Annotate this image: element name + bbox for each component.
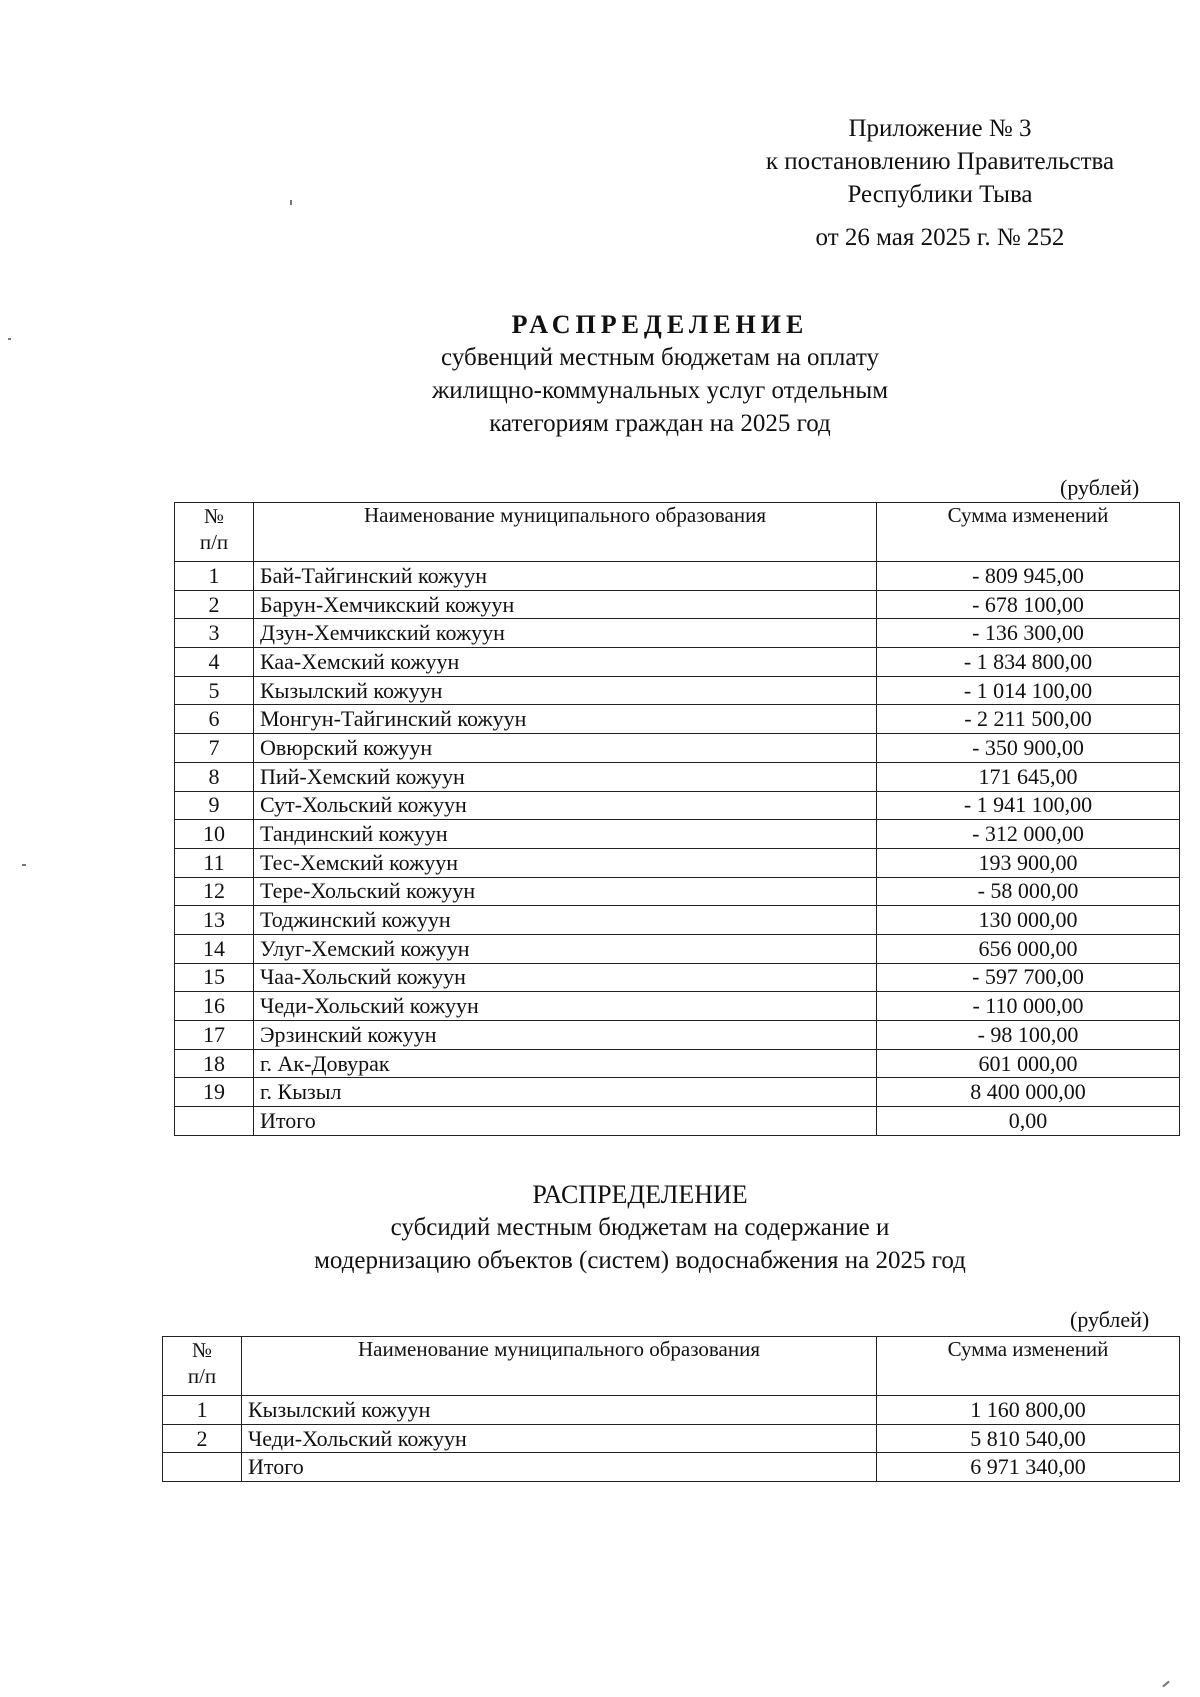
appendix-ref: к постановлению Правительства xyxy=(765,148,1115,175)
scan-speck xyxy=(290,200,292,205)
table-row xyxy=(175,562,1180,591)
row-sum: - 809 945,00 xyxy=(877,562,1180,591)
appendix-republic: Республики Тыва xyxy=(847,181,1033,208)
row-sum: - 678 100,00 xyxy=(877,590,1180,619)
row-name: Каа-Хемский кожуун xyxy=(254,648,877,677)
appendix-number: Приложение № 3 xyxy=(848,115,1032,142)
col-num-label: № xyxy=(191,1338,213,1362)
row-sum: 1 160 800,00 xyxy=(877,1396,1180,1425)
section1-unit: (рублей) xyxy=(1060,475,1140,500)
row-sum: 130 000,00 xyxy=(877,906,1180,935)
table-row xyxy=(175,963,1180,992)
row-num xyxy=(175,1107,254,1136)
section2-subtitle-2: модернизацию объектов (систем) водоснабжения на 2025 год xyxy=(314,1247,966,1274)
row-num: 15 xyxy=(175,963,254,992)
scan-speck xyxy=(8,338,11,340)
row-sum: - 110 000,00 xyxy=(877,992,1180,1021)
row-sum: 5 810 540,00 xyxy=(877,1424,1180,1453)
table-row xyxy=(175,705,1180,734)
section1-table xyxy=(174,502,1180,1136)
table-row xyxy=(175,1049,1180,1078)
row-num: 1 xyxy=(175,562,254,591)
table-row xyxy=(163,1453,1180,1482)
scan-speck xyxy=(22,864,26,866)
section1-subtitle-3: категориям граждан на 2025 год xyxy=(489,410,831,437)
col-sum-header: Сумма изменений xyxy=(877,503,1180,562)
table-row xyxy=(175,734,1180,763)
row-sum: - 350 900,00 xyxy=(877,734,1180,763)
row-sum: 601 000,00 xyxy=(877,1049,1180,1078)
row-name: Итого xyxy=(254,1107,877,1136)
row-name: Монгун-Тайгинский кожуун xyxy=(254,705,877,734)
section2-unit: (рублей) xyxy=(1070,1307,1150,1332)
row-name: Кызылский кожуун xyxy=(242,1396,877,1425)
row-sum: - 597 700,00 xyxy=(877,963,1180,992)
row-num: 5 xyxy=(175,676,254,705)
row-num: 2 xyxy=(175,590,254,619)
row-name: Тес-Хемский кожуун xyxy=(254,848,877,877)
row-num: 19 xyxy=(175,1078,254,1107)
section1-table-body xyxy=(175,562,1180,1136)
table-row xyxy=(175,1107,1180,1136)
row-sum: - 1 014 100,00 xyxy=(877,676,1180,705)
row-num: 7 xyxy=(175,734,254,763)
table-row xyxy=(175,906,1180,935)
row-num: 13 xyxy=(175,906,254,935)
row-sum: - 98 100,00 xyxy=(877,1021,1180,1050)
row-num: 9 xyxy=(175,791,254,820)
col-name-header: Наименование муниципального образования xyxy=(254,503,877,562)
col-num-sublabel: п/п xyxy=(199,530,229,554)
col-name-header: Наименование муниципального образования xyxy=(242,1337,877,1396)
section1-title xyxy=(300,308,1020,440)
row-sum: 6 971 340,00 xyxy=(877,1453,1180,1482)
row-name: г. Ак-Довурак xyxy=(254,1049,877,1078)
row-num: 12 xyxy=(175,877,254,906)
row-name: Тандинский кожуун xyxy=(254,820,877,849)
col-num-label: № xyxy=(203,504,225,528)
row-name: г. Кызыл xyxy=(254,1078,877,1107)
row-sum: - 1 834 800,00 xyxy=(877,648,1180,677)
table-row xyxy=(175,1078,1180,1107)
row-num: 17 xyxy=(175,1021,254,1050)
row-name: Эрзинский кожуун xyxy=(254,1021,877,1050)
row-name: Тоджинский кожуун xyxy=(254,906,877,935)
row-sum: - 58 000,00 xyxy=(877,877,1180,906)
table-row xyxy=(163,1424,1180,1453)
row-name: Кызылский кожуун xyxy=(254,676,877,705)
table-row xyxy=(175,762,1180,791)
row-sum: - 312 000,00 xyxy=(877,820,1180,849)
row-name: Барун-Хемчикский кожуун xyxy=(254,590,877,619)
row-sum: - 136 300,00 xyxy=(877,619,1180,648)
row-name: Чаа-Хольский кожуун xyxy=(254,963,877,992)
table-row xyxy=(175,877,1180,906)
table-row xyxy=(175,820,1180,849)
row-name: Тере-Хольский кожуун xyxy=(254,877,877,906)
row-num: 18 xyxy=(175,1049,254,1078)
row-num: 11 xyxy=(175,848,254,877)
section1-subtitle-1: субвенций местным бюджетам на оплату xyxy=(441,344,879,371)
section2-table-body xyxy=(163,1396,1180,1482)
row-num: 14 xyxy=(175,934,254,963)
row-num: 6 xyxy=(175,705,254,734)
table-row xyxy=(175,676,1180,705)
row-num: 16 xyxy=(175,992,254,1021)
row-num xyxy=(163,1453,242,1482)
section2-subtitle-1: субсидий местным бюджетам на содержание и xyxy=(390,1214,890,1241)
row-sum: - 2 211 500,00 xyxy=(877,705,1180,734)
row-name: Бай-Тайгинский кожуун xyxy=(254,562,877,591)
row-name: Пий-Хемский кожуун xyxy=(254,762,877,791)
scan-speck xyxy=(1162,1681,1169,1688)
table-row xyxy=(175,791,1180,820)
section2-title xyxy=(260,1178,1020,1277)
row-num: 1 xyxy=(163,1396,242,1425)
section2-heading: РАСПРЕДЕЛЕНИЕ xyxy=(532,1180,748,1209)
table-row xyxy=(175,1021,1180,1050)
col-num-header xyxy=(163,1337,242,1396)
row-sum: 0,00 xyxy=(877,1107,1180,1136)
table-row xyxy=(175,590,1180,619)
row-name: Чеди-Хольский кожуун xyxy=(242,1424,877,1453)
row-num: 2 xyxy=(163,1424,242,1453)
table-header-row xyxy=(163,1337,1180,1396)
row-sum: - 1 941 100,00 xyxy=(877,791,1180,820)
row-sum: 193 900,00 xyxy=(877,848,1180,877)
row-sum: 8 400 000,00 xyxy=(877,1078,1180,1107)
row-num: 10 xyxy=(175,820,254,849)
row-name: Сут-Хольский кожуун xyxy=(254,791,877,820)
row-num: 4 xyxy=(175,648,254,677)
table-row xyxy=(175,934,1180,963)
row-name: Итого xyxy=(242,1453,877,1482)
table-header-row xyxy=(175,503,1180,562)
table-row xyxy=(163,1396,1180,1425)
row-name: Чеди-Хольский кожуун xyxy=(254,992,877,1021)
appendix-header xyxy=(700,112,1180,254)
table-row xyxy=(175,619,1180,648)
row-name: Улуг-Хемский кожуун xyxy=(254,934,877,963)
col-sum-header: Сумма изменений xyxy=(877,1337,1180,1396)
row-sum: 656 000,00 xyxy=(877,934,1180,963)
table-row xyxy=(175,648,1180,677)
table-row xyxy=(175,848,1180,877)
section2-table xyxy=(162,1336,1180,1482)
section1-heading: РАСПРЕДЕЛЕНИЕ xyxy=(511,310,809,339)
row-name: Овюрский кожуун xyxy=(254,734,877,763)
row-sum: 171 645,00 xyxy=(877,762,1180,791)
row-num: 8 xyxy=(175,762,254,791)
appendix-date: от 26 мая 2025 г. № 252 xyxy=(815,224,1065,251)
table-row xyxy=(175,992,1180,1021)
section1-subtitle-2: жилищно-коммунальных услуг отдельным xyxy=(431,377,889,404)
row-num: 3 xyxy=(175,619,254,648)
row-name: Дзун-Хемчикский кожуун xyxy=(254,619,877,648)
col-num-sublabel: п/п xyxy=(187,1364,217,1388)
col-num-header xyxy=(175,503,254,562)
